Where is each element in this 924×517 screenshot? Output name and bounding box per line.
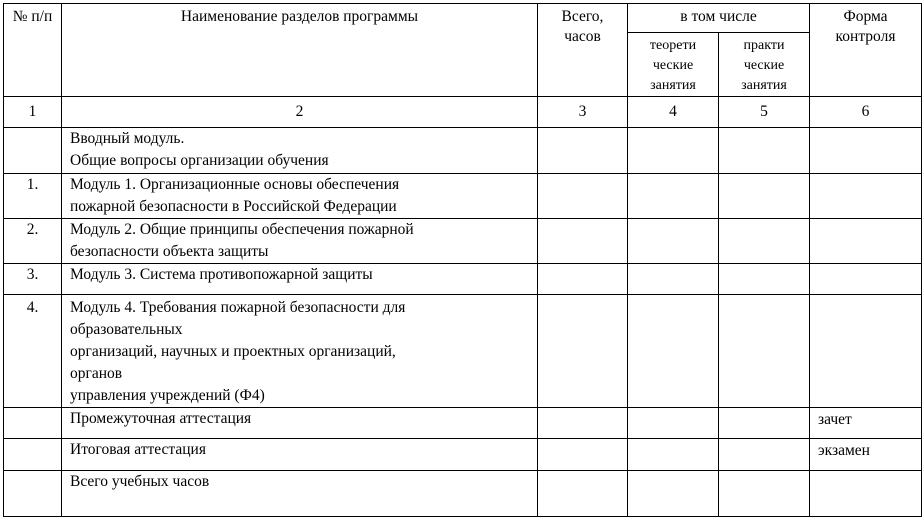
row-total bbox=[538, 174, 628, 219]
header-num: № п/п bbox=[4, 4, 62, 97]
row-name-line: пожарной безопасности в Российской Федерации bbox=[70, 198, 397, 215]
row-number bbox=[4, 439, 62, 471]
program-table bbox=[3, 3, 922, 517]
row-theory bbox=[628, 264, 719, 295]
row-practice bbox=[719, 174, 810, 219]
row-name-line: органов bbox=[70, 365, 123, 382]
row-theory bbox=[628, 219, 719, 264]
row-name-line: Модуль 3. Система противопожарной защиты bbox=[70, 266, 373, 283]
row-name bbox=[62, 408, 538, 439]
header-row bbox=[4, 4, 922, 33]
row-name bbox=[62, 128, 538, 174]
row-name-line: управления учреждений (Ф4) bbox=[70, 387, 265, 404]
table-row bbox=[4, 295, 922, 408]
row-total bbox=[538, 128, 628, 174]
header-practice: практи ческие занятия bbox=[719, 33, 810, 97]
table-row bbox=[4, 219, 922, 264]
row-control bbox=[810, 219, 922, 264]
row-theory bbox=[628, 128, 719, 174]
row-name-line: Модуль 2. Общие принципы обеспечения пожарной bbox=[70, 221, 414, 238]
row-control bbox=[810, 295, 922, 408]
row-name bbox=[62, 439, 538, 471]
column-number: 2 bbox=[62, 97, 538, 128]
header-control: Форма контроля bbox=[810, 4, 922, 97]
row-number: 1. bbox=[4, 174, 62, 219]
row-control bbox=[810, 471, 922, 517]
row-total bbox=[538, 295, 628, 408]
row-name bbox=[62, 264, 538, 295]
row-name-line: организаций, научных и проектных организаций, bbox=[70, 343, 396, 360]
column-number: 6 bbox=[810, 97, 922, 128]
row-number bbox=[4, 471, 62, 517]
row-total bbox=[538, 264, 628, 295]
row-name bbox=[62, 471, 538, 517]
row-name bbox=[62, 295, 538, 408]
row-total bbox=[538, 471, 628, 517]
row-practice bbox=[719, 408, 810, 439]
header-total: Всего, часов bbox=[538, 4, 628, 97]
row-number: 4. bbox=[4, 295, 62, 408]
table-row bbox=[4, 439, 922, 471]
row-name-line: Итоговая аттестация bbox=[70, 441, 206, 458]
row-theory bbox=[628, 408, 719, 439]
row-control: зачет bbox=[810, 408, 922, 439]
row-control: экзамен bbox=[810, 439, 922, 471]
row-number bbox=[4, 128, 62, 174]
table-row bbox=[4, 264, 922, 295]
row-practice bbox=[719, 471, 810, 517]
row-total bbox=[538, 408, 628, 439]
row-practice bbox=[719, 439, 810, 471]
row-practice bbox=[719, 295, 810, 408]
row-name-line: Общие вопросы организации обучения bbox=[70, 152, 329, 169]
table-row bbox=[4, 408, 922, 439]
row-theory bbox=[628, 174, 719, 219]
row-number: 3. bbox=[4, 264, 62, 295]
column-number: 5 bbox=[719, 97, 810, 128]
row-practice bbox=[719, 128, 810, 174]
table-row bbox=[4, 471, 922, 517]
column-number: 4 bbox=[628, 97, 719, 128]
row-total bbox=[538, 219, 628, 264]
row-name bbox=[62, 219, 538, 264]
row-name-line: образовательных bbox=[70, 321, 183, 338]
row-name-line: Модуль 1. Организационные основы обеспечения bbox=[70, 176, 400, 193]
table-row bbox=[4, 174, 922, 219]
column-number: 3 bbox=[538, 97, 628, 128]
column-number-row bbox=[4, 97, 922, 128]
row-theory bbox=[628, 471, 719, 517]
row-control bbox=[810, 174, 922, 219]
row-control bbox=[810, 128, 922, 174]
row-theory bbox=[628, 295, 719, 408]
row-name-line: Всего учебных часов bbox=[70, 473, 210, 490]
row-control bbox=[810, 264, 922, 295]
row-name-line: Промежуточная аттестация bbox=[70, 410, 252, 427]
row-total bbox=[538, 439, 628, 471]
row-name-line: безопасности объекта защиты bbox=[70, 243, 269, 260]
row-practice bbox=[719, 264, 810, 295]
row-name-line: Вводный модуль. bbox=[70, 130, 185, 147]
table-row bbox=[4, 128, 922, 174]
row-name-line: Модуль 4. Требования пожарной безопасности для bbox=[70, 299, 406, 316]
header-theory: теорети ческие занятия bbox=[628, 33, 719, 97]
row-number: 2. bbox=[4, 219, 62, 264]
column-number: 1 bbox=[4, 97, 62, 128]
row-practice bbox=[719, 219, 810, 264]
row-name bbox=[62, 174, 538, 219]
header-including: в том числе bbox=[628, 4, 810, 33]
header-name: Наименование разделов программы bbox=[62, 4, 538, 97]
row-number bbox=[4, 408, 62, 439]
row-theory bbox=[628, 439, 719, 471]
